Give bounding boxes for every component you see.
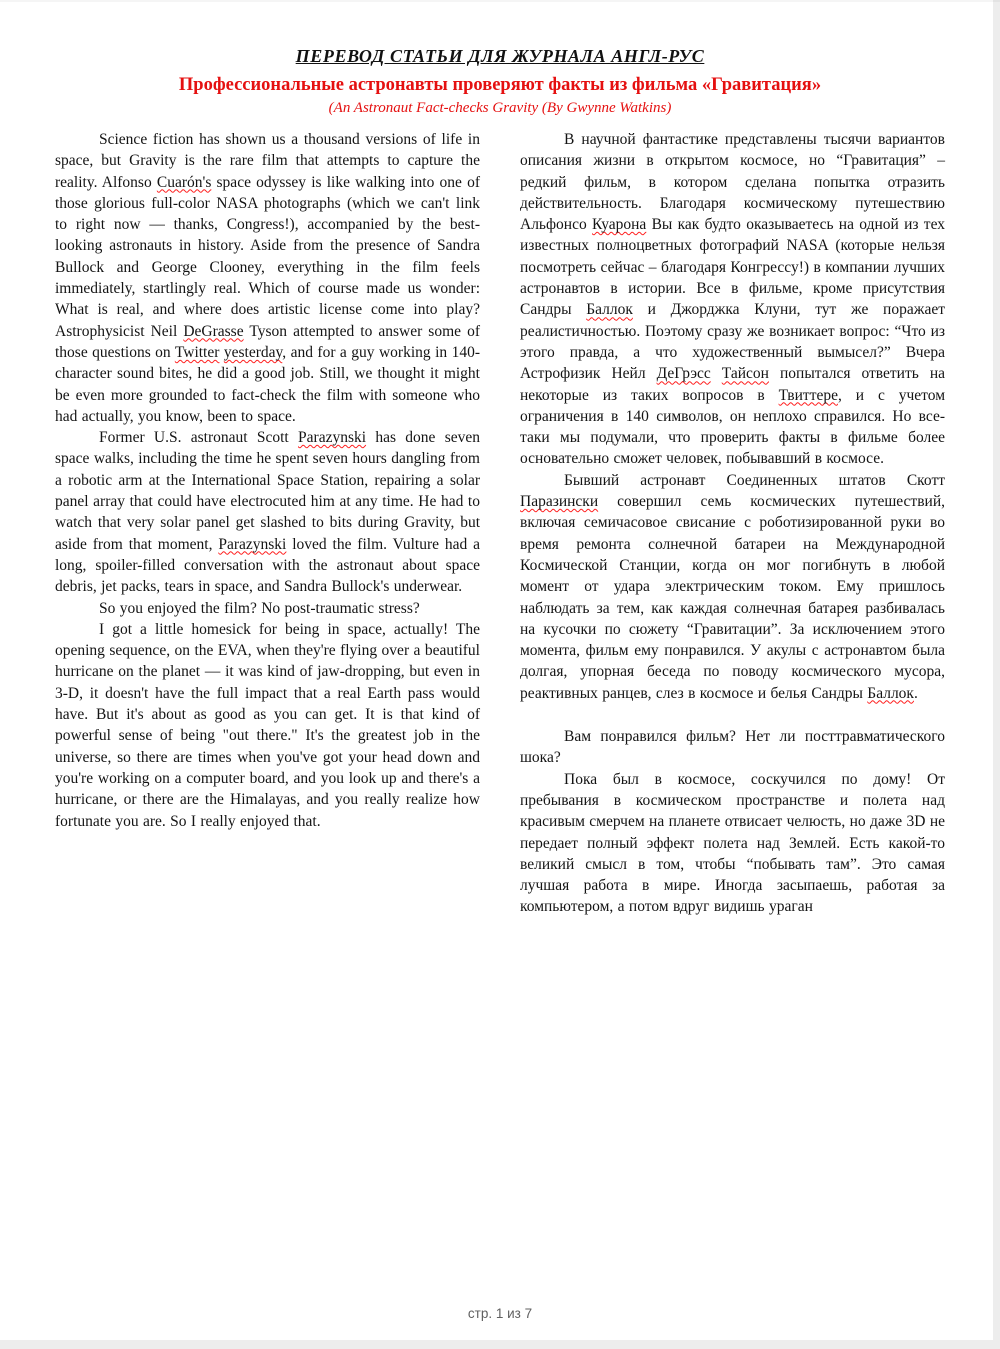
- russian-paragraph-answer: Пока был в космосе, соскучился по дому! От пребывания в космическом пространстве и полета над красивым смерчем на планете отвисает челюсть, но даже 3D не передает полный эффект полета над Землей. Есть какой-то великий смысл в том, чтобы “побывать там”. Это самая лучшая работа в мире. Иногда засыпаешь, работая за компьютером, а потом вдруг видишь ураган: [520, 770, 946, 916]
- russian-paragraph-intro: В научной фантастике представлены тысячи вариантов описания жизни в открытом космосе, но “Гравитация” – редкий фильм, в котором сделана попытка отразить действительность. Благодаря космическому путешествию Альфонсо Куарона Вы как будто оказываетесь на одной из тех известных полноцветных фотографий NASA (которые нельзя посмотреть сейчас – благодаря Конгрессу!) в компании лучших астронавтов в истории. Все в фильме, кроме присутствия Сандры Баллок и Джорджка Клуни, тут же поражает реалистичностью. Поэтому сразу же возникает вопрос: “Что из этого правда, а что художественный вымысел?” Вчера Астрофизик Нейл ДеГрэсс Тайсон попытался ответить на некоторые из таких вопросов в Твиттере, и с учетом ограничения в 140 символов, он неплохо справился. Но все-таки мы подумали, что проверить факты в фильме более основательно сможет человек, побывавший в космосе.: [520, 131, 946, 468]
- english-paragraph-question: So you enjoyed the film? No post-traumatic stress?: [99, 599, 420, 617]
- article-subtitle-english: (An Astronaut Fact-checks Gravity (By Gwynne Watkins): [328, 100, 672, 116]
- russian-paragraph-astronaut: Бывший астронавт Соединенных штатов Скотт Паразински совершил семь космических путешествий, включая семичасовое свисание с роботизированной руки во время ремонта солнечной батареи на Международной Космической Станции, когда он мог погибнуть в любой момент от удара электрическим током. Ему пришлось наблюдать за тем, как каждая солнечная батарея разбивалась на кусочки по сюжету “Гравитации”. За исключением этого момента, фильм ему понравился. У акулы с астронавтом была долгая, упорная беседа по поводу космического мусора, реактивных ранцев, слез в космосе и белья Сандры Баллок.: [520, 471, 945, 702]
- article-title-russian: Профессиональные астронавты проверяют факты из фильма «Гравитация»: [178, 75, 822, 95]
- page-number: стр. 1 из 7: [467, 1306, 533, 1321]
- english-paragraph-intro: Science fiction has shown us a thousand versions of life in space, but Gravity is the rare film that attempts to capture the reality. Alfonso Cuarón's space odyssey is like walking into one of those glorious full-color NASA photographs (which we can't link to right now — thanks, Congress!), accompanied by the best-looking astronauts in history. Aside from the presence of Sandra Bullock and George Clooney, everything in the film feels immediately, startlingly real. Which of course made us wonder: What is real, and where does artistic license come into play? Astrophysicist Neil DeGrasse Tyson attempted to answer some of those questions on Twitter yesterday, and for a guy working in 140-character sound bites, he did a good job. Still, we thought it might be even more grounded to fact-check the film with someone who had actually, you know, been to space.: [55, 131, 480, 425]
- document-header: [0, 0, 1000, 123]
- two-column-body: [0, 123, 1000, 918]
- english-paragraph-astronaut: Former U.S. astronaut Scott Parazynski has done seven space walks, including the time he spent seven hours dangling from a robotic arm at the International Space Station, repairing a solar panel array that could have electrocuted him at any time. He had to watch that very solar panel get slashed to bits during Gravity, but aside from that moment, Parazynski loved the film. Vulture had a long, spoiler-filled conversation with the astronaut about space debris, jet packs, tears in space, and Sandra Bullock's underwear.: [55, 429, 480, 596]
- english-column: [55, 129, 480, 918]
- russian-column: [520, 129, 945, 918]
- russian-paragraph-question: Вам понравился фильм? Нет ли посттравматического шока?: [520, 728, 945, 767]
- english-paragraph-answer: I got a little homesick for being in space, actually! The opening sequence, on the EVA, when they're flying over a beautiful hurricane on the planet — it was kind of jaw-dropping, but even in 3-D, it doesn't have the full impact that a real Earth pass would have. But it's about as good as you can get. It is that kind of powerful sense of being "out there." It's the greatest job in the universe, so there are times when you've got your head down and you're working on a computer board, and you look up and there's a hurricane, or there are the Himalayas, and you really realize how fortunate you are. So I really enjoyed that.: [55, 620, 480, 830]
- document-title: ПЕРЕВОД СТАТЬИ ДЛЯ ЖУРНАЛА АНГЛ-РУС: [295, 46, 705, 66]
